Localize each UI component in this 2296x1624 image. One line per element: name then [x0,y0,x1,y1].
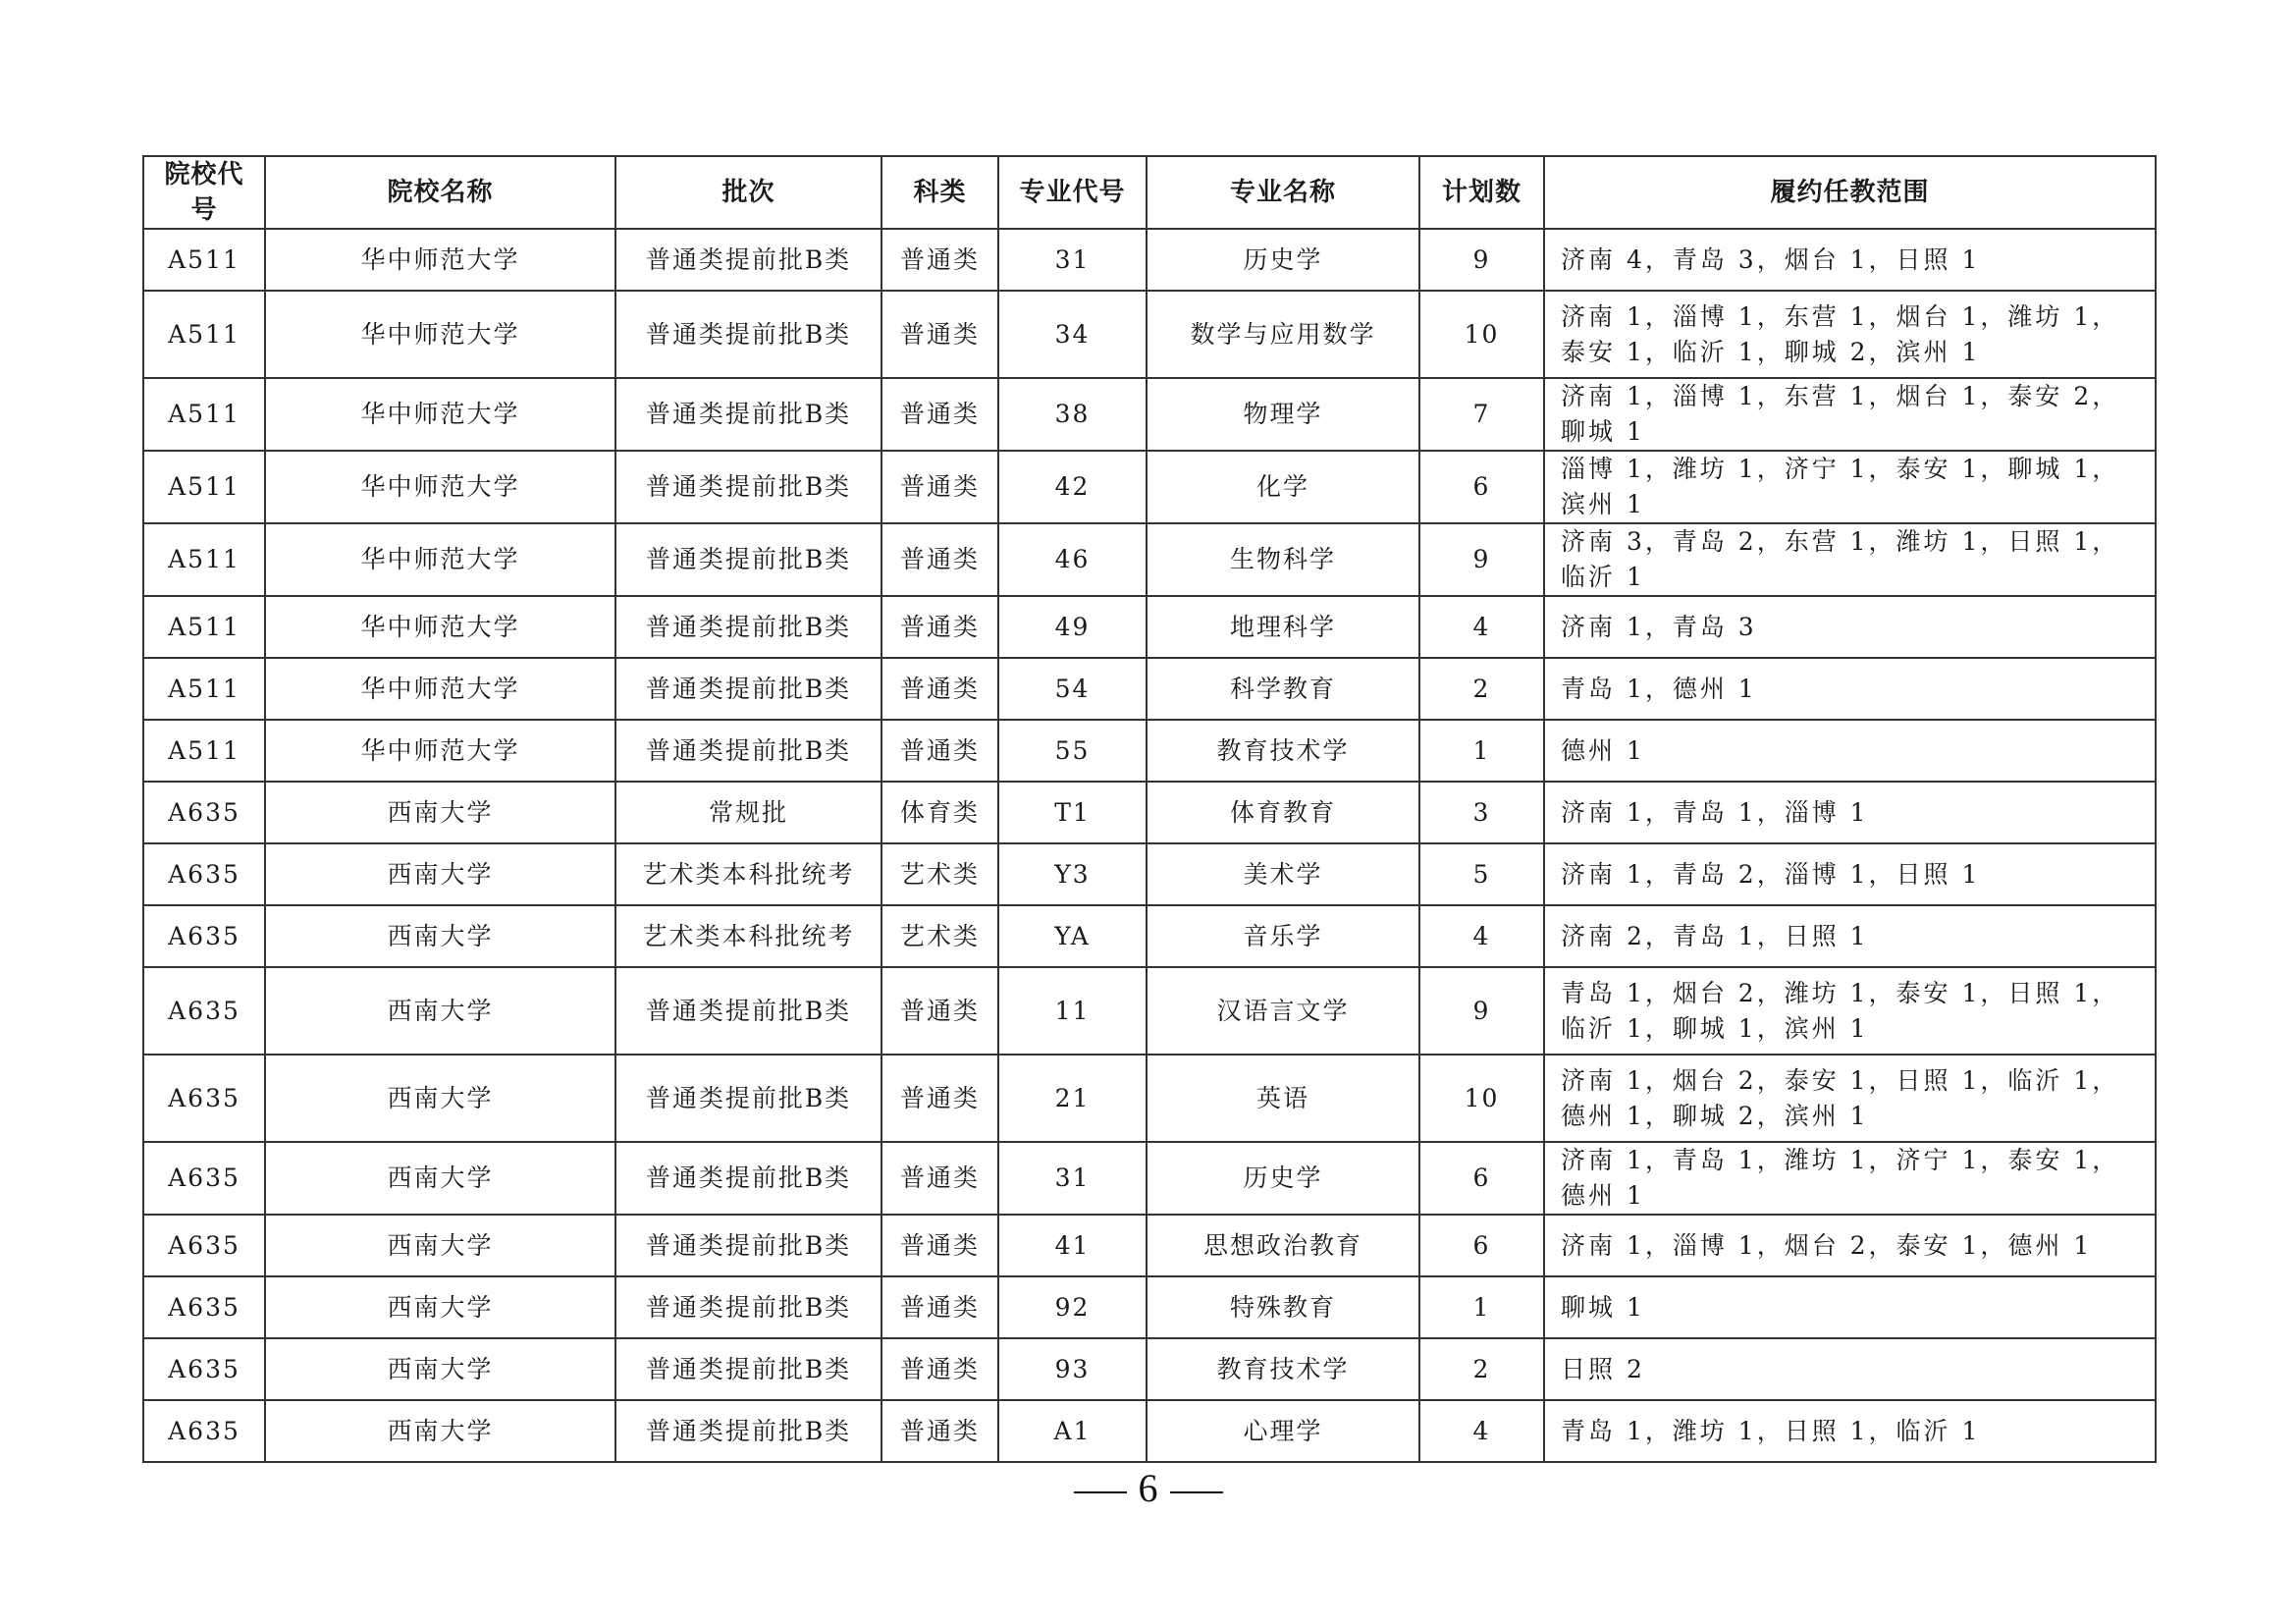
cell-batch: 普通类提前批B类 [615,523,881,596]
cell-school-name: 西南大学 [265,1215,615,1276]
cell-plan-count: 10 [1419,1055,1544,1142]
cell-major-name: 心理学 [1147,1400,1419,1462]
cell-plan-count: 1 [1419,720,1544,782]
page-number [0,1465,2296,1511]
cell-school-code: A511 [143,378,265,451]
cell-service-scope: 济南 1，淄博 1，东营 1，烟台 1，泰安 2，聊城 1 [1544,378,2156,451]
cell-school-code: A635 [143,1338,265,1400]
cell-major-name: 生物科学 [1147,523,1419,596]
cell-major-code: 31 [998,229,1147,291]
table-row [143,596,2156,658]
cell-major-name: 数学与应用数学 [1147,291,1419,378]
cell-major-name: 历史学 [1147,1142,1419,1215]
cell-batch: 普通类提前批B类 [615,451,881,523]
cell-batch: 艺术类本科批统考 [615,843,881,905]
cell-school-name: 华中师范大学 [265,658,615,720]
cell-school-code: A511 [143,523,265,596]
cell-category: 普通类 [881,1400,998,1462]
enrollment-plan-table [142,155,2157,1463]
cell-major-name: 地理科学 [1147,596,1419,658]
cell-plan-count: 4 [1419,1400,1544,1462]
table-row [143,658,2156,720]
cell-plan-count: 6 [1419,1142,1544,1215]
cell-school-name: 华中师范大学 [265,720,615,782]
table-header-row [143,156,2156,229]
cell-plan-count: 7 [1419,378,1544,451]
cell-category: 普通类 [881,229,998,291]
cell-major-name: 音乐学 [1147,905,1419,967]
cell-major-name: 历史学 [1147,229,1419,291]
cell-school-name: 西南大学 [265,1055,615,1142]
cell-batch: 常规批 [615,782,881,843]
cell-service-scope: 济南 1，青岛 1，潍坊 1，济宁 1，泰安 1，德州 1 [1544,1142,2156,1215]
cell-major-code: T1 [998,782,1147,843]
cell-school-code: A635 [143,1400,265,1462]
cell-major-name: 科学教育 [1147,658,1419,720]
cell-category: 普通类 [881,967,998,1055]
cell-major-code: 55 [998,720,1147,782]
cell-service-scope: 日照 2 [1544,1338,2156,1400]
cell-batch: 普通类提前批B类 [615,1142,881,1215]
cell-batch: 普通类提前批B类 [615,291,881,378]
table-row [143,1142,2156,1215]
header-service-scope: 履约任教范围 [1544,156,2156,229]
cell-batch: 艺术类本科批统考 [615,905,881,967]
page-dash-left [1074,1491,1127,1493]
cell-school-code: A511 [143,291,265,378]
cell-major-code: Y3 [998,843,1147,905]
cell-school-name: 西南大学 [265,1276,615,1338]
cell-batch: 普通类提前批B类 [615,967,881,1055]
cell-school-name: 西南大学 [265,1338,615,1400]
cell-school-name: 华中师范大学 [265,378,615,451]
cell-service-scope: 青岛 1，潍坊 1，日照 1，临沂 1 [1544,1400,2156,1462]
cell-plan-count: 6 [1419,1215,1544,1276]
cell-category: 普通类 [881,378,998,451]
cell-major-name: 体育教育 [1147,782,1419,843]
cell-plan-count: 3 [1419,782,1544,843]
cell-category: 普通类 [881,1276,998,1338]
cell-batch: 普通类提前批B类 [615,658,881,720]
table-row [143,720,2156,782]
cell-major-code: YA [998,905,1147,967]
cell-school-code: A511 [143,229,265,291]
cell-service-scope: 济南 1，青岛 1，淄博 1 [1544,782,2156,843]
cell-plan-count: 9 [1419,229,1544,291]
cell-plan-count: 10 [1419,291,1544,378]
cell-plan-count: 6 [1419,451,1544,523]
header-school-code: 院校代号 [143,156,265,229]
cell-category: 普通类 [881,291,998,378]
cell-major-code: 31 [998,1142,1147,1215]
cell-school-name: 华中师范大学 [265,596,615,658]
header-major-name: 专业名称 [1147,156,1419,229]
cell-category: 普通类 [881,720,998,782]
cell-plan-count: 4 [1419,596,1544,658]
cell-school-name: 西南大学 [265,905,615,967]
cell-major-name: 美术学 [1147,843,1419,905]
cell-major-code: 42 [998,451,1147,523]
cell-category: 艺术类 [881,843,998,905]
cell-service-scope: 济南 3，青岛 2，东营 1，潍坊 1，日照 1，临沂 1 [1544,523,2156,596]
cell-service-scope: 济南 1，青岛 2，淄博 1，日照 1 [1544,843,2156,905]
cell-plan-count: 9 [1419,967,1544,1055]
cell-school-code: A511 [143,720,265,782]
cell-plan-count: 2 [1419,1338,1544,1400]
cell-school-code: A635 [143,1055,265,1142]
cell-category: 艺术类 [881,905,998,967]
cell-service-scope: 济南 1，青岛 3 [1544,596,2156,658]
cell-school-name: 西南大学 [265,1142,615,1215]
cell-major-name: 思想政治教育 [1147,1215,1419,1276]
cell-plan-count: 2 [1419,658,1544,720]
cell-major-code: 49 [998,596,1147,658]
table-row [143,967,2156,1055]
cell-service-scope: 济南 1，淄博 1，烟台 2，泰安 1，德州 1 [1544,1215,2156,1276]
cell-major-name: 化学 [1147,451,1419,523]
cell-school-name: 西南大学 [265,843,615,905]
table-row [143,843,2156,905]
table-row [143,229,2156,291]
cell-batch: 普通类提前批B类 [615,229,881,291]
cell-major-code: 54 [998,658,1147,720]
table-row [143,782,2156,843]
table-body [143,229,2156,1462]
cell-school-name: 华中师范大学 [265,229,615,291]
cell-category: 普通类 [881,451,998,523]
cell-plan-count: 5 [1419,843,1544,905]
cell-school-code: A635 [143,1142,265,1215]
cell-batch: 普通类提前批B类 [615,1338,881,1400]
cell-major-name: 特殊教育 [1147,1276,1419,1338]
cell-service-scope: 德州 1 [1544,720,2156,782]
cell-major-name: 英语 [1147,1055,1419,1142]
cell-batch: 普通类提前批B类 [615,720,881,782]
cell-school-code: A511 [143,451,265,523]
cell-major-code: 93 [998,1338,1147,1400]
cell-service-scope: 济南 1，淄博 1，东营 1，烟台 1，潍坊 1，泰安 1，临沂 1，聊城 2，滨州 1 [1544,291,2156,378]
header-plan-count: 计划数 [1419,156,1544,229]
cell-plan-count: 4 [1419,905,1544,967]
header-batch: 批次 [615,156,881,229]
cell-major-code: A1 [998,1400,1147,1462]
cell-major-name: 教育技术学 [1147,1338,1419,1400]
table-row [143,378,2156,451]
cell-plan-count: 9 [1419,523,1544,596]
table-row [143,905,2156,967]
cell-major-name: 教育技术学 [1147,720,1419,782]
cell-major-name: 物理学 [1147,378,1419,451]
cell-major-code: 11 [998,967,1147,1055]
cell-batch: 普通类提前批B类 [615,1400,881,1462]
cell-category: 体育类 [881,782,998,843]
cell-category: 普通类 [881,1338,998,1400]
cell-service-scope: 济南 2，青岛 1，日照 1 [1544,905,2156,967]
table-row [143,1338,2156,1400]
header-category: 科类 [881,156,998,229]
table-row [143,1276,2156,1338]
cell-school-name: 华中师范大学 [265,291,615,378]
cell-service-scope: 济南 4，青岛 3，烟台 1，日照 1 [1544,229,2156,291]
page-number-value: 6 [1138,1466,1158,1510]
cell-major-code: 92 [998,1276,1147,1338]
cell-category: 普通类 [881,1215,998,1276]
table-row [143,291,2156,378]
cell-service-scope: 聊城 1 [1544,1276,2156,1338]
header-school-name: 院校名称 [265,156,615,229]
table-row [143,451,2156,523]
table-row [143,523,2156,596]
page-dash-right [1170,1491,1223,1493]
cell-category: 普通类 [881,596,998,658]
cell-category: 普通类 [881,1055,998,1142]
cell-school-name: 西南大学 [265,782,615,843]
cell-school-code: A511 [143,658,265,720]
cell-service-scope: 青岛 1，烟台 2，潍坊 1，泰安 1，日照 1，临沂 1，聊城 1，滨州 1 [1544,967,2156,1055]
cell-school-code: A635 [143,782,265,843]
cell-batch: 普通类提前批B类 [615,1055,881,1142]
cell-school-name: 华中师范大学 [265,451,615,523]
cell-school-code: A511 [143,596,265,658]
cell-category: 普通类 [881,523,998,596]
table-row [143,1055,2156,1142]
table-row [143,1215,2156,1276]
cell-plan-count: 1 [1419,1276,1544,1338]
cell-batch: 普通类提前批B类 [615,1276,881,1338]
cell-school-code: A635 [143,1276,265,1338]
cell-batch: 普通类提前批B类 [615,596,881,658]
cell-service-scope: 济南 1，烟台 2，泰安 1，日照 1，临沂 1，德州 1，聊城 2，滨州 1 [1544,1055,2156,1142]
cell-school-code: A635 [143,905,265,967]
header-major-code: 专业代号 [998,156,1147,229]
cell-major-name: 汉语言文学 [1147,967,1419,1055]
cell-school-code: A635 [143,1215,265,1276]
cell-major-code: 41 [998,1215,1147,1276]
cell-school-name: 华中师范大学 [265,523,615,596]
cell-major-code: 46 [998,523,1147,596]
cell-major-code: 38 [998,378,1147,451]
cell-school-code: A635 [143,843,265,905]
cell-service-scope: 青岛 1，德州 1 [1544,658,2156,720]
cell-batch: 普通类提前批B类 [615,1215,881,1276]
cell-batch: 普通类提前批B类 [615,378,881,451]
cell-service-scope: 淄博 1，潍坊 1，济宁 1，泰安 1，聊城 1，滨州 1 [1544,451,2156,523]
cell-category: 普通类 [881,1142,998,1215]
cell-major-code: 34 [998,291,1147,378]
table-row [143,1400,2156,1462]
cell-school-code: A635 [143,967,265,1055]
cell-school-name: 西南大学 [265,1400,615,1462]
cell-category: 普通类 [881,658,998,720]
cell-major-code: 21 [998,1055,1147,1142]
cell-school-name: 西南大学 [265,967,615,1055]
